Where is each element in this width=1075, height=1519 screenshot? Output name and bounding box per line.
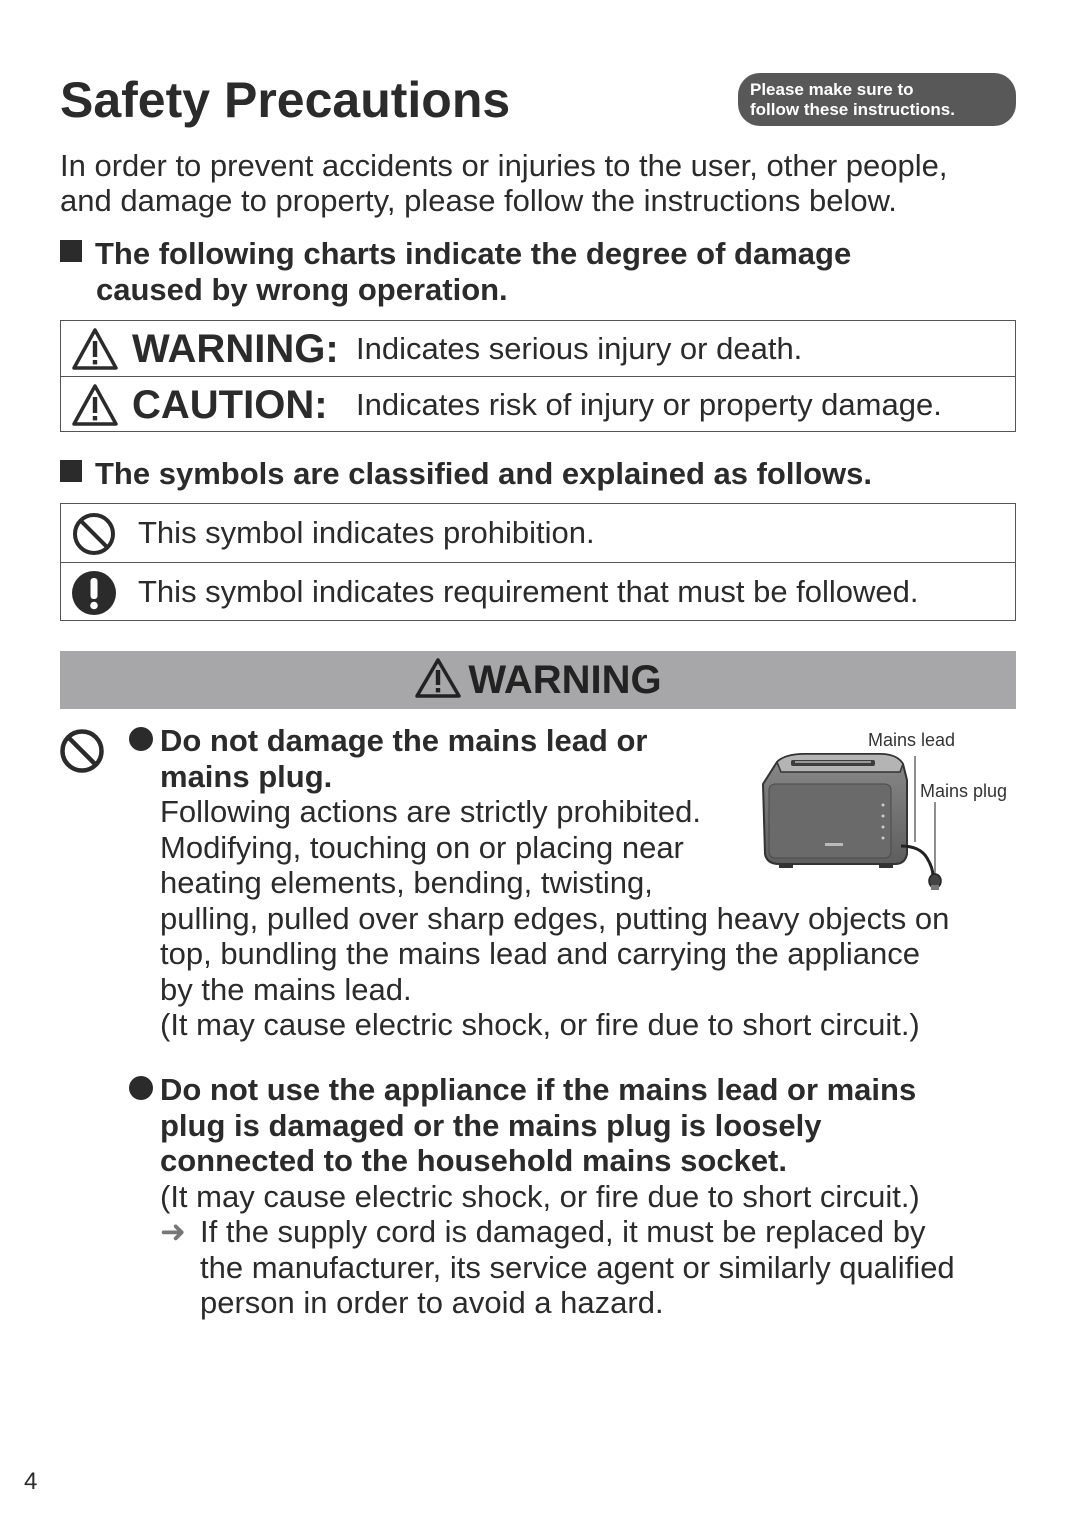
warning-label: WARNING: — [132, 327, 339, 371]
requirement-description: This symbol indicates requirement that must be followed. — [138, 574, 919, 609]
item-1-body-line: pulling, pulled over sharp edges, putting heavy objects on — [160, 900, 950, 936]
item-2-note — [160, 1214, 955, 1321]
warning-item-2 — [160, 1072, 955, 1321]
caution-description: Indicates risk of injury or property damage. — [356, 387, 942, 422]
symbol-row-prohibition — [61, 504, 1015, 562]
warning-banner-text: WARNING — [468, 658, 662, 702]
symbols-table — [60, 503, 1016, 621]
page-title: Safety Precautions — [60, 72, 511, 128]
warning-description: Indicates serious injury or death. — [356, 331, 803, 366]
item-1-body-line: top, bundling the mains lead and carrying the appliance — [160, 936, 921, 971]
item-1-body-line: Following actions are strictly prohibited. — [160, 794, 702, 829]
instruction-badge — [738, 73, 1016, 126]
symbols-heading — [60, 456, 872, 492]
item-2-heading-line: plug is damaged or the mains plug is loosely — [160, 1107, 822, 1143]
caution-label: CAUTION: — [132, 383, 328, 427]
degree-table — [60, 320, 1016, 432]
bullet-dot-icon — [129, 727, 153, 751]
mains-plug-label: Mains plug — [920, 781, 1008, 801]
item-1-heading-line-1: Do not damage the mains lead or — [160, 723, 648, 758]
intro-text — [60, 148, 1040, 218]
arrow-right-icon: ➜ — [160, 1214, 186, 1249]
square-bullet-icon — [60, 240, 82, 262]
item-2-note-line: the manufacturer, its service agent or similarly qualified — [200, 1249, 955, 1285]
caution-triangle-icon — [71, 383, 119, 427]
intro-line-1: In order to prevent accidents or injuries to the user, other people, — [60, 148, 948, 183]
charts-heading — [60, 236, 851, 308]
requirement-icon — [71, 570, 117, 616]
degree-row-caution — [61, 376, 1015, 431]
item-2-heading-line: connected to the household mains socket. — [160, 1143, 787, 1178]
badge-line-1: Please make sure to — [750, 80, 914, 99]
warning-triangle-icon — [71, 327, 119, 371]
intro-line-2: and damage to property, please follow the instructions below. — [60, 183, 897, 218]
symbol-row-requirement — [61, 562, 1015, 620]
bullet-dot-icon — [129, 1076, 153, 1100]
prohibition-icon — [71, 511, 117, 557]
item-1-body-line: by the mains lead. — [160, 971, 412, 1007]
page-number: 4 — [24, 1468, 38, 1495]
item-2-note-line: person in order to avoid a hazard. — [200, 1285, 664, 1320]
warning-triangle-icon — [414, 657, 462, 699]
charts-heading-line-1: The following charts indicate the degree of damage — [95, 236, 852, 271]
item-1-body-line: (It may cause electric shock, or fire due to short circuit.) — [160, 1007, 920, 1042]
toaster-illustration — [755, 750, 955, 900]
square-bullet-icon — [60, 460, 82, 482]
charts-heading-line-2: caused by wrong operation. — [96, 272, 508, 307]
badge-line-2: follow these instructions. — [750, 100, 955, 119]
item-2-heading-line: Do not use the appliance if the mains lead or mains — [160, 1072, 917, 1107]
degree-row-warning — [61, 321, 1015, 376]
mains-lead-label: Mains lead — [868, 730, 956, 750]
item-1-body-line: heating elements, bending, twisting, — [160, 865, 653, 900]
item-1-body-line: Modifying, touching on or placing near — [160, 829, 684, 865]
item-2-body: (It may cause electric shock, or fire due to short circuit.) — [160, 1178, 920, 1214]
prohibition-description: This symbol indicates prohibition. — [138, 515, 595, 550]
symbols-heading-text: The symbols are classified and explained as follows. — [95, 456, 872, 491]
prohibition-icon — [58, 727, 106, 775]
item-1-heading-line-2: mains plug. — [160, 758, 333, 794]
item-2-note-line: If the supply cord is damaged, it must be replaced by — [200, 1214, 926, 1249]
warning-banner — [60, 651, 1016, 709]
